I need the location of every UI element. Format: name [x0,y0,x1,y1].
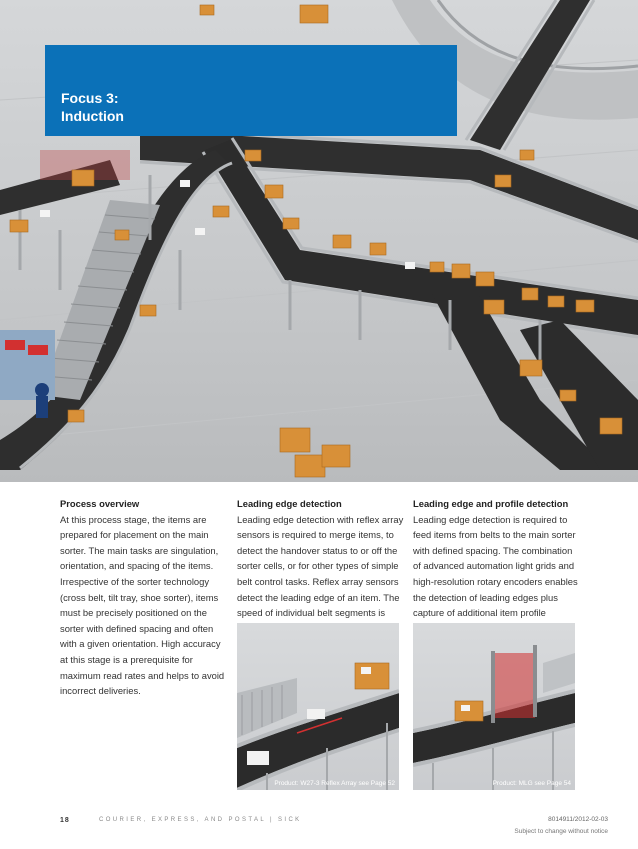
focus-title-line2: Induction [61,108,124,124]
reflex-array-conveyor-illustration [237,623,399,790]
column-heading: Leading edge and profile detection [413,498,569,509]
column-body: Leading edge detection with reflex array sensors is required to merge items, to detect the handover status to or off the sorter cells, or for other types of simple belt control tasks. Reflex array sensors detect the leading edge of an item. The speed of individual belt segments is [237,513,404,619]
document-id: 8014911/2012-02-03 [548,816,608,823]
focus-banner [45,45,457,136]
column-heading: Process overview [60,498,140,509]
change-notice: Subject to change without notice [514,828,608,835]
mlg-light-grid-illustration [413,623,575,790]
product-caption: Product: W27-3 Reflex Array see Page 52 [274,780,395,787]
focus-title [61,89,261,125]
focus-title-line1: Focus 3: [61,90,119,106]
column-process-overview [60,496,228,699]
product-image-mlg [413,623,575,790]
page-number: 18 [60,817,70,824]
product-image-reflex-array [237,623,399,790]
column-heading: Leading edge detection [237,498,342,509]
column-body: At this process stage, the items are prepared for placement on the main sorter. The main tasks are singulation, orientation, and spacing of the items. Irrespective of the sorter technology (cross belt, tilt tray, shoe sorter), items must be precisely positioned on the sorter with defined spacing and often with a given orientation. High accuracy at this stage is a prerequisite for maximum read rates and helps to avoid incorrect deliveries. [60,513,225,697]
product-caption: Product: MLG see Page 54 [492,780,571,787]
column-body: Leading edge detection is required to feed items from belts to the main sorter with defined spacing. The combination of advanced automation light grids and high-resolution rotary encoders enables the detection of leading edges plus capture of additional item profile [413,513,578,619]
footer-brand: COURIER, EXPRESS, AND POSTAL | SICK [99,817,302,823]
